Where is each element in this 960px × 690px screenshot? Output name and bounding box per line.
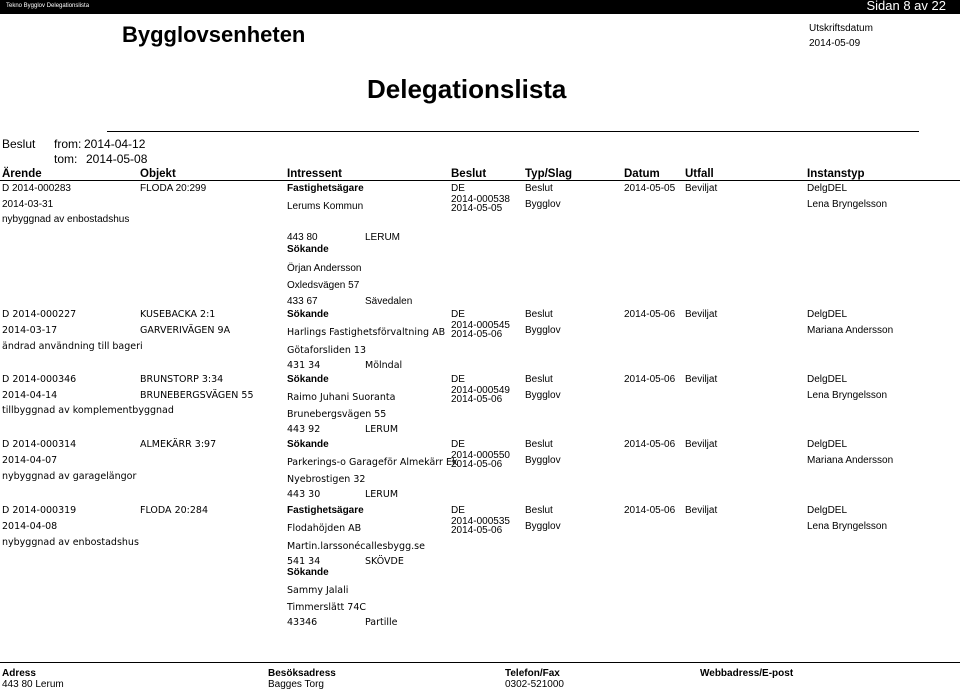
stakeholder-role: Sökande — [287, 244, 329, 255]
stakeholder-line: Timmerslätt 74C — [287, 602, 367, 613]
decision-kind: Beslut — [525, 309, 553, 320]
case-date: 2014-04-07 — [2, 455, 58, 466]
outcome: Beviljat — [685, 309, 718, 320]
decision-type: DE — [451, 374, 465, 385]
decision-number: 2014-000545 — [451, 320, 510, 331]
document-title: Delegationslista — [367, 74, 567, 104]
postal-code: 43346 — [287, 617, 318, 628]
case-date: 2014-03-17 — [2, 325, 58, 336]
department-title: Bygglovsenheten — [122, 22, 306, 47]
decision-number: 2014-000535 — [451, 516, 510, 527]
decision-kind: Beslut — [525, 183, 553, 194]
postal-code: 443 92 — [287, 424, 321, 435]
case-handler: Lena Bryngelsson — [807, 199, 888, 210]
decision-datum: 2014-05-06 — [624, 505, 676, 516]
stakeholder-line: Sammy Jalali — [287, 585, 349, 596]
filter-to-label: tom: — [54, 152, 78, 166]
decision-kind: Beslut — [525, 374, 553, 385]
outcome: Beviljat — [685, 374, 718, 385]
top-bar — [0, 0, 960, 14]
page-indicator: Sidan 8 av 22 — [866, 0, 946, 13]
decision-category: Bygglov — [525, 455, 561, 466]
column-header: Objekt — [140, 168, 176, 180]
instance-type: DelgDEL — [807, 183, 848, 194]
footer-address-value: 443 80 Lerum — [2, 679, 64, 690]
instance-type: DelgDEL — [807, 374, 848, 385]
stakeholder-line: Flodahöjden AB — [287, 523, 362, 534]
decision-date: 2014-05-06 — [451, 329, 503, 340]
footer-address-label: Adress — [2, 668, 36, 679]
stakeholder-line: Brunebergsvägen 55 — [287, 409, 387, 420]
column-header: Beslut — [451, 168, 487, 180]
decision-datum: 2014-05-06 — [624, 309, 676, 320]
instance-type: DelgDEL — [807, 505, 848, 516]
postal-city: LERUM — [365, 424, 399, 435]
case-date: 2014-03-31 — [2, 199, 54, 210]
decision-category: Bygglov — [525, 325, 561, 336]
stakeholder-line: Oxledsvägen 57 — [287, 280, 360, 291]
decision-date: 2014-05-05 — [451, 203, 503, 214]
footer-phone-value: 0302-521000 — [505, 679, 564, 690]
footer-visit-label: Besöksadress — [268, 668, 336, 679]
outcome: Beviljat — [685, 183, 718, 194]
column-header: Typ/Slag — [525, 168, 573, 180]
object-name: GARVERIVÄGEN 9A — [140, 325, 231, 336]
decision-type: DE — [451, 183, 465, 194]
stakeholder-line: Götaforsliden 13 — [287, 345, 367, 356]
decision-datum: 2014-05-06 — [624, 374, 676, 385]
stakeholder-line: Nyebrostigen 32 — [287, 474, 366, 485]
object-name: KUSEBACKA 2:1 — [140, 309, 216, 320]
stakeholder-line: Raimo Juhani Suoranta — [287, 392, 396, 403]
object-name: BRUNSTORP 3:34 — [140, 374, 224, 385]
stakeholder-role: Sökande — [287, 309, 329, 320]
decision-date: 2014-05-06 — [451, 525, 503, 536]
object-name: FLODA 20:299 — [140, 183, 207, 194]
postal-code: 443 30 — [287, 489, 321, 500]
filter-label: Beslut — [2, 137, 36, 151]
postal-code: 431 34 — [287, 360, 321, 371]
decision-kind: Beslut — [525, 505, 553, 516]
outcome: Beviljat — [685, 439, 718, 450]
stakeholder-role: Fastighetsägare — [287, 505, 364, 516]
stakeholder-role: Sökande — [287, 374, 329, 385]
print-date-label: Utskriftsdatum — [809, 23, 873, 34]
case-description: nybyggnad av enbostadshus — [2, 214, 130, 225]
decision-date: 2014-05-06 — [451, 394, 503, 405]
filter-to-value: 2014-05-08 — [86, 152, 148, 166]
case-handler: Lena Bryngelsson — [807, 390, 888, 401]
stakeholder-line: Lerums Kommun — [287, 201, 364, 212]
postal-code: 433 67 — [287, 296, 318, 307]
footer-visit-value: Bagges Torg — [268, 679, 324, 690]
object-name: FLODA 20:284 — [140, 505, 208, 516]
header-rule — [0, 180, 960, 181]
object-name: BRUNEBERGSVÄGEN 55 — [140, 390, 254, 401]
case-handler: Mariana Andersson — [807, 325, 894, 336]
decision-category: Bygglov — [525, 390, 561, 401]
stakeholder-line: Martin.larssonécallesbygg.se — [287, 541, 425, 552]
top-bar-label: Tekno Bygglov Delegationslista — [6, 3, 90, 9]
case-number: D 2014-000283 — [2, 183, 71, 194]
footer-rule — [0, 662, 960, 663]
stakeholder-role: Sökande — [287, 567, 329, 578]
instance-type: DelgDEL — [807, 309, 848, 320]
decision-date: 2014-05-06 — [451, 459, 503, 470]
column-header: Intressent — [287, 168, 342, 180]
footer-phone-label: Telefon/Fax — [505, 668, 560, 679]
case-handler: Mariana Andersson — [807, 455, 894, 466]
instance-type: DelgDEL — [807, 439, 848, 450]
footer-web-label: Webbadress/E-post — [700, 668, 794, 679]
decision-kind: Beslut — [525, 439, 553, 450]
filter-from-label: from: — [54, 137, 82, 151]
postal-city: Partille — [365, 617, 398, 628]
decision-datum: 2014-05-06 — [624, 439, 676, 450]
case-description: tillbyggnad av komplementbyggnad — [2, 405, 174, 416]
postal-code: 443 80 — [287, 232, 318, 243]
case-number: D 2014-000346 — [2, 374, 77, 385]
decision-type: DE — [451, 439, 465, 450]
postal-city: Mölndal — [365, 360, 403, 371]
postal-city: Sävedalen — [365, 296, 413, 307]
decision-category: Bygglov — [525, 521, 561, 532]
case-description: ändrad användning till bageri — [2, 341, 143, 352]
object-name: ALMEKÄRR 3:97 — [140, 439, 217, 450]
decision-number: 2014-000549 — [451, 385, 510, 396]
postal-city: SKÖVDE — [365, 556, 404, 567]
decision-type: DE — [451, 505, 465, 516]
outcome: Beviljat — [685, 505, 718, 516]
stakeholder-line: Harlings Fastighetsförvaltning AB — [287, 327, 446, 338]
filter-rule — [107, 131, 919, 132]
decision-type: DE — [451, 309, 465, 320]
case-date: 2014-04-14 — [2, 390, 58, 401]
postal-city: LERUM — [365, 232, 401, 243]
column-header: Utfall — [685, 168, 714, 180]
column-header: Instanstyp — [807, 168, 865, 180]
column-header: Datum — [624, 168, 660, 180]
case-number: D 2014-000227 — [2, 309, 77, 320]
column-header: Ärende — [2, 168, 42, 180]
print-date: 2014-05-09 — [809, 38, 861, 49]
case-number: D 2014-000319 — [2, 505, 77, 516]
decision-category: Bygglov — [525, 199, 561, 210]
decision-number: 2014-000550 — [451, 450, 510, 461]
case-number: D 2014-000314 — [2, 439, 77, 450]
decision-number: 2014-000538 — [451, 194, 510, 205]
decision-datum: 2014-05-05 — [624, 183, 676, 194]
case-description: nybyggnad av enbostadshus — [2, 537, 139, 548]
stakeholder-role: Fastighetsägare — [287, 183, 364, 194]
case-description: nybyggnad av garagelängor — [2, 471, 137, 482]
stakeholder-line: Örjan Andersson — [287, 263, 362, 274]
filter-from-value: 2014-04-12 — [84, 137, 146, 151]
case-date: 2014-04-08 — [2, 521, 58, 532]
postal-code: 541 34 — [287, 556, 321, 567]
case-handler: Lena Bryngelsson — [807, 521, 888, 532]
stakeholder-role: Sökande — [287, 439, 329, 450]
stakeholder-line: Parkerings-o Garageför Almekärr Ek — [287, 457, 458, 468]
postal-city: LERUM — [365, 489, 399, 500]
